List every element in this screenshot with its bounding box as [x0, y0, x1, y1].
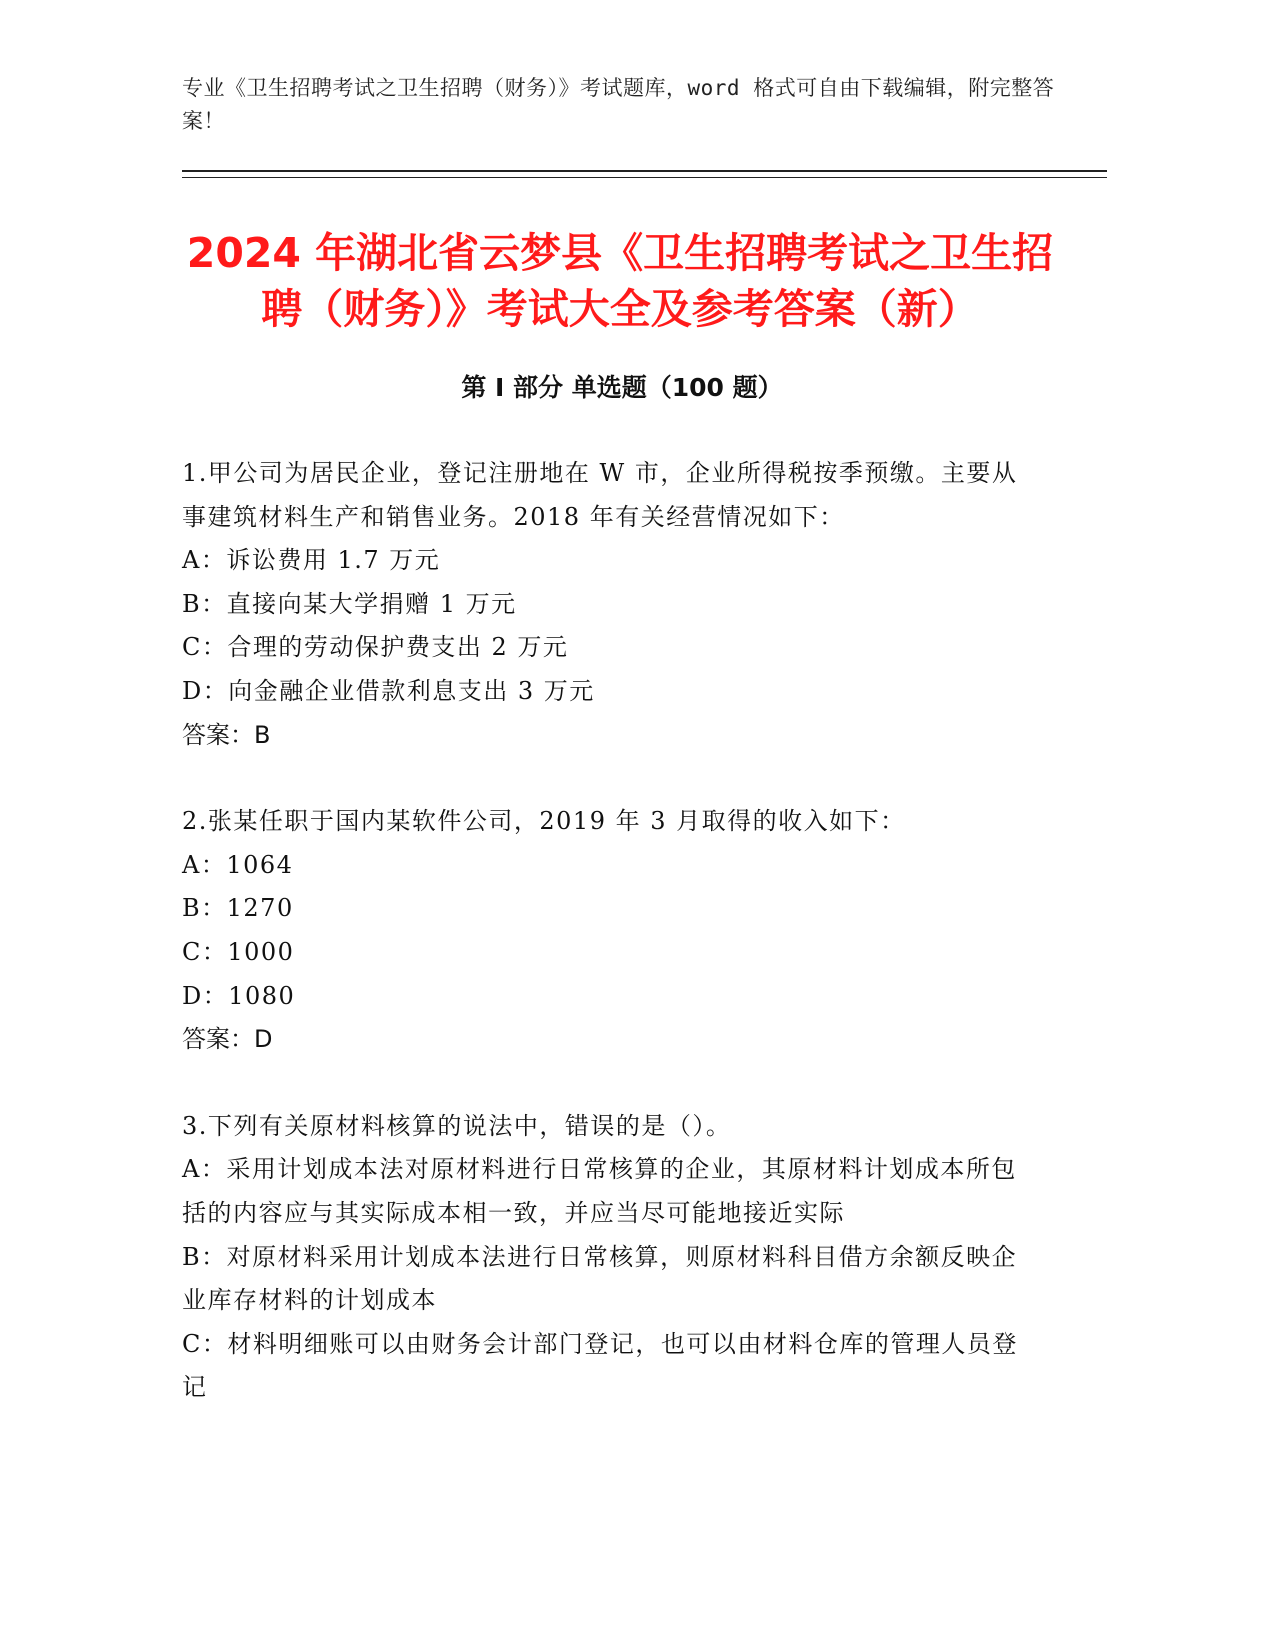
option-b: B：1270 [182, 894, 294, 923]
question-stem: 3.下列有关原材料核算的说法中，错误的是（）。 [182, 1111, 732, 1140]
section-heading: 第 I 部分 单选题（100 题） [461, 373, 783, 402]
option-a: A：1064 [182, 850, 294, 879]
question-stem: 2.张某任职于国内某软件公司，2019 年 3 月取得的收入如下： [182, 807, 906, 836]
option-b: B：对原材料采用计划成本法进行日常核算，则原材料科目借方余额反映企业库存材料的计划成本 [182, 1242, 1018, 1315]
option-d: D：向金融企业借款利息支出 3 万元 [182, 676, 595, 705]
option-d: D：1080 [182, 981, 296, 1010]
document-title: 2024 年湖北省云梦县《卫生招聘考试之卫生招聘（财务）》考试大全及参考答案（新） [186, 229, 1054, 333]
answer: 答案：D [182, 1025, 273, 1054]
option-a: A：采用计划成本法对原材料进行日常核算的企业，其原材料计划成本所包括的内容应与其实际成本相一致，并应当尽可能地接近实际 [182, 1155, 1017, 1227]
header-rule-thick [182, 170, 1107, 172]
answer: 答案：B [182, 720, 271, 749]
header-note: 专业《卫生招聘考试之卫生招聘（财务）》考试题库，word 格式可自由下载编辑，附完整答案！ [182, 76, 1055, 133]
question-1 [182, 452, 1042, 757]
option-a: A：诉讼费用 1.7 万元 [182, 546, 441, 575]
option-c: C：1000 [182, 937, 295, 966]
option-c: C：材料明细账可以由财务会计部门登记，也可以由材料仓库的管理人员登记 [182, 1329, 1018, 1402]
question-2 [182, 800, 1042, 1062]
question-3 [182, 1105, 1042, 1410]
question-list [182, 452, 1042, 1453]
header-rule-thin [182, 177, 1107, 178]
option-c: C：合理的劳动保护费支出 2 万元 [182, 633, 569, 662]
question-stem: 1.甲公司为居民企业，登记注册地在 W 市，企业所得税按季预缴。主要从事建筑材料生产和销售业务。2018 年有关经营情况如下： [182, 459, 1018, 531]
option-b: B：直接向某大学捐赠 1 万元 [182, 589, 517, 618]
